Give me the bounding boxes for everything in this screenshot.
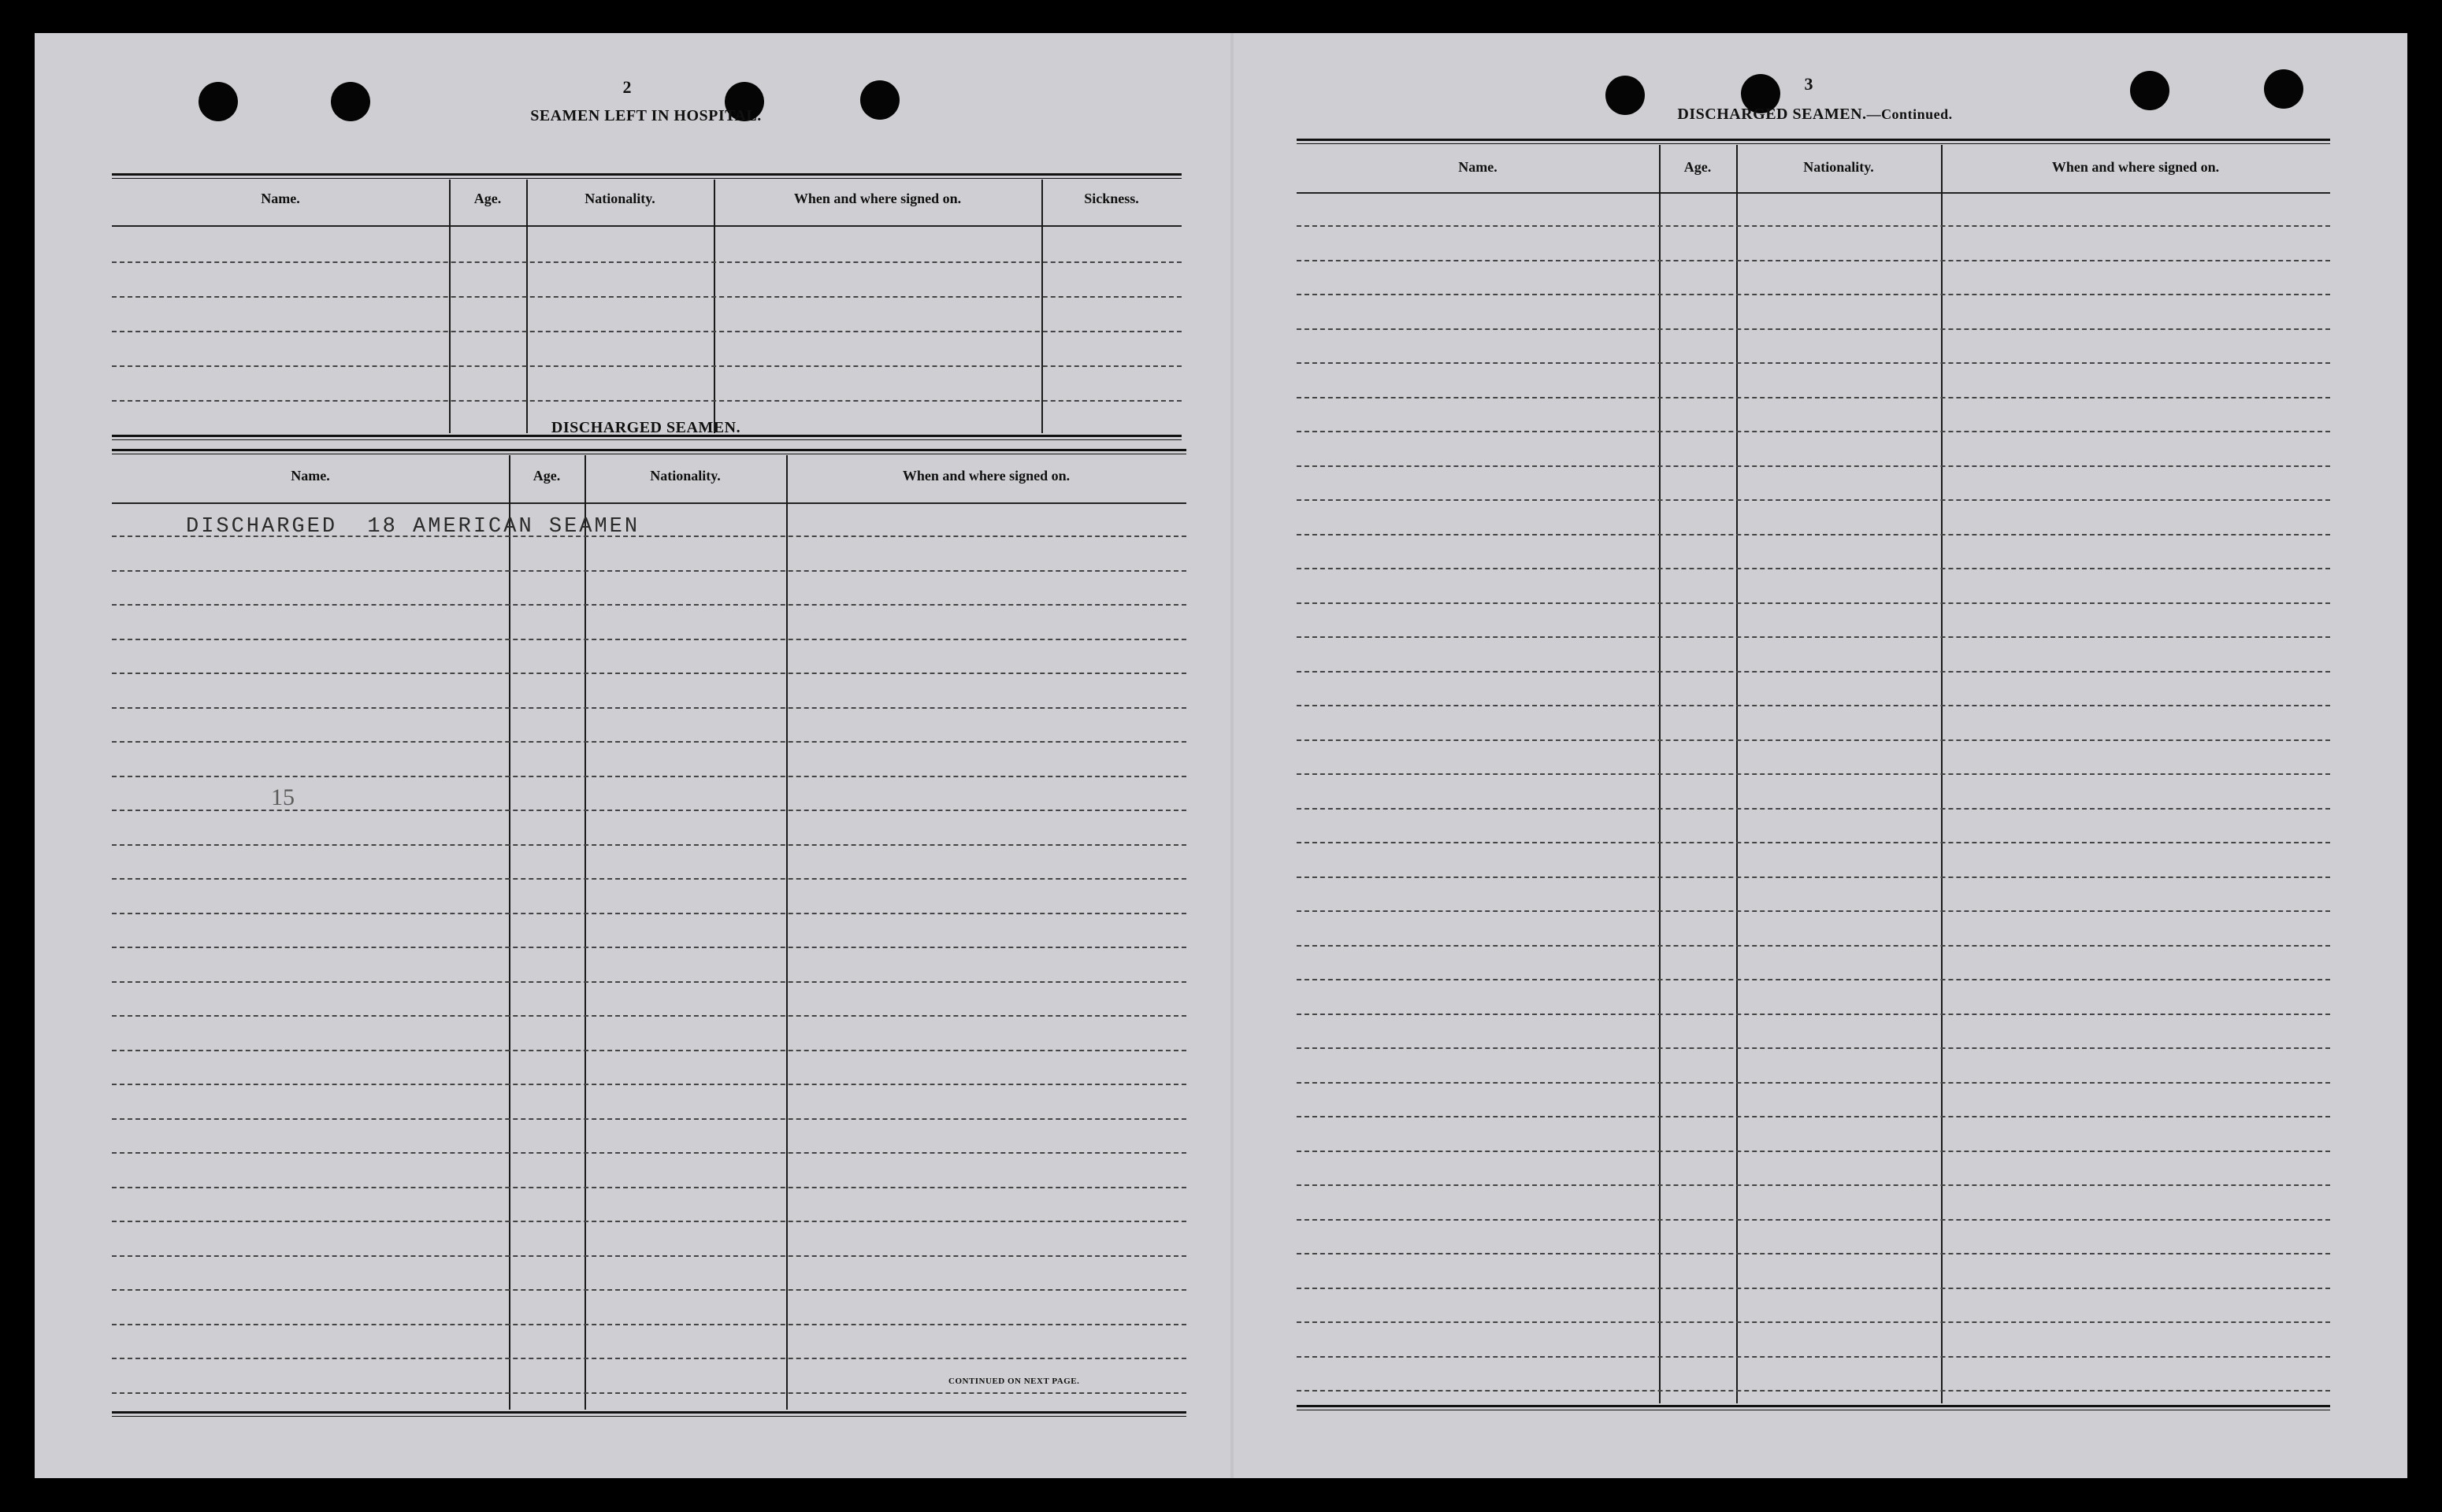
discharged-continued-table [1297, 139, 2330, 1411]
ruled-line [1297, 362, 2330, 364]
ruled-line [1297, 328, 2330, 330]
ruled-line [1297, 808, 2330, 810]
ruled-line [112, 1289, 1186, 1291]
hospital-section-title: SEAMEN LEFT IN HOSPITAL. [530, 107, 762, 124]
ruled-line [1297, 1014, 2330, 1015]
ruled-line [1297, 910, 2330, 912]
ruled-line [112, 261, 1182, 263]
ruled-line [112, 400, 1182, 402]
ruled-line [112, 604, 1186, 606]
ruled-line [1297, 294, 2330, 295]
ruled-line [1297, 1116, 2330, 1117]
ruled-line [112, 331, 1182, 332]
column-header-name: Name. [1458, 159, 1497, 175]
ruled-line [1297, 499, 2330, 501]
ruled-line [1297, 1082, 2330, 1084]
ruled-line [1297, 431, 2330, 432]
ruled-line [112, 947, 1186, 948]
ruled-line [1297, 705, 2330, 706]
ruled-line [112, 1152, 1186, 1154]
ruled-line [1297, 465, 2330, 467]
ruled-line [1297, 1151, 2330, 1152]
ruled-line [1297, 1356, 2330, 1358]
page-number: 2 [622, 77, 632, 97]
punch-hole [2264, 69, 2303, 109]
ruled-line [112, 1221, 1186, 1222]
page-fold [1230, 33, 1234, 1478]
ruled-line [1297, 945, 2330, 947]
ruled-line [1297, 979, 2330, 980]
column-header-nationality: Nationality. [585, 191, 655, 206]
column-header-name: Name. [291, 468, 330, 484]
punch-hole [199, 82, 238, 121]
ruled-line [1297, 397, 2330, 398]
ruled-line [112, 707, 1186, 709]
continued-note: CONTINUED ON NEXT PAGE. [948, 1377, 1080, 1386]
column-header-signed-on: When and where signed on. [2051, 159, 2220, 175]
ruled-line [112, 981, 1186, 983]
punch-hole [2130, 71, 2169, 110]
column-header-name: Name. [261, 191, 300, 206]
ruled-line [112, 296, 1182, 298]
ruled-line [1297, 1288, 2330, 1289]
discharged-section-title: DISCHARGED SEAMEN. [551, 419, 741, 436]
ruled-line [112, 878, 1186, 880]
column-header-age: Age. [533, 468, 561, 484]
ruled-line [112, 913, 1186, 914]
ruled-line [1297, 1047, 2330, 1049]
ruled-line [112, 1050, 1186, 1051]
column-header-nationality: Nationality. [1803, 159, 1874, 175]
punch-hole [331, 82, 370, 121]
ruled-line [112, 673, 1186, 674]
ruled-line [112, 741, 1186, 743]
ruled-line [112, 1118, 1186, 1120]
ruled-line [112, 776, 1186, 777]
column-header-signed-on: When and where signed on. [902, 468, 1071, 484]
ruled-line [1297, 602, 2330, 604]
ruled-line [1297, 671, 2330, 673]
ruled-line [112, 844, 1186, 846]
ruled-line [112, 1015, 1186, 1017]
document-sheet [35, 33, 2407, 1478]
ruled-line [112, 1358, 1186, 1359]
ruled-line [1297, 1184, 2330, 1186]
column-header-nationality: Nationality. [650, 468, 721, 484]
section-title-continued: —Continued. [1866, 106, 1953, 122]
ruled-line [1297, 773, 2330, 775]
section-title-main: DISCHARGED SEAMEN. [1677, 106, 1867, 123]
column-header-age: Age. [473, 191, 502, 206]
ruled-line [1297, 739, 2330, 741]
typed-entry: DISCHARGED 18 AMERICAN SEAMEN [186, 515, 640, 539]
page-number: 3 [1804, 74, 1813, 94]
ruled-line [1297, 225, 2330, 227]
ruled-line [1297, 1390, 2330, 1392]
ruled-line [112, 639, 1186, 640]
ruled-line [1297, 260, 2330, 261]
ruled-line [1297, 1219, 2330, 1221]
ruled-line [112, 365, 1182, 367]
ruled-line [1297, 1253, 2330, 1254]
ruled-line [1297, 568, 2330, 569]
ruled-line [1297, 534, 2330, 536]
pencil-mark: 15 [271, 784, 295, 810]
ruled-line [1297, 636, 2330, 638]
hospital-table [112, 173, 1182, 441]
ruled-line [1297, 876, 2330, 878]
discharged-continued-title [1594, 106, 2036, 124]
column-header-age: Age. [1683, 159, 1712, 175]
ruled-line [112, 1255, 1186, 1257]
discharged-table [112, 449, 1186, 1418]
ruled-line [112, 1324, 1186, 1325]
ruled-line [112, 1187, 1186, 1188]
ruled-line [112, 1392, 1186, 1394]
column-header-signed-on: When and where signed on. [793, 191, 962, 206]
ruled-line [112, 570, 1186, 572]
ruled-line [112, 1084, 1186, 1085]
ruled-line [1297, 842, 2330, 843]
column-header-sickness: Sickness. [1084, 191, 1139, 206]
ruled-line [1297, 1321, 2330, 1323]
